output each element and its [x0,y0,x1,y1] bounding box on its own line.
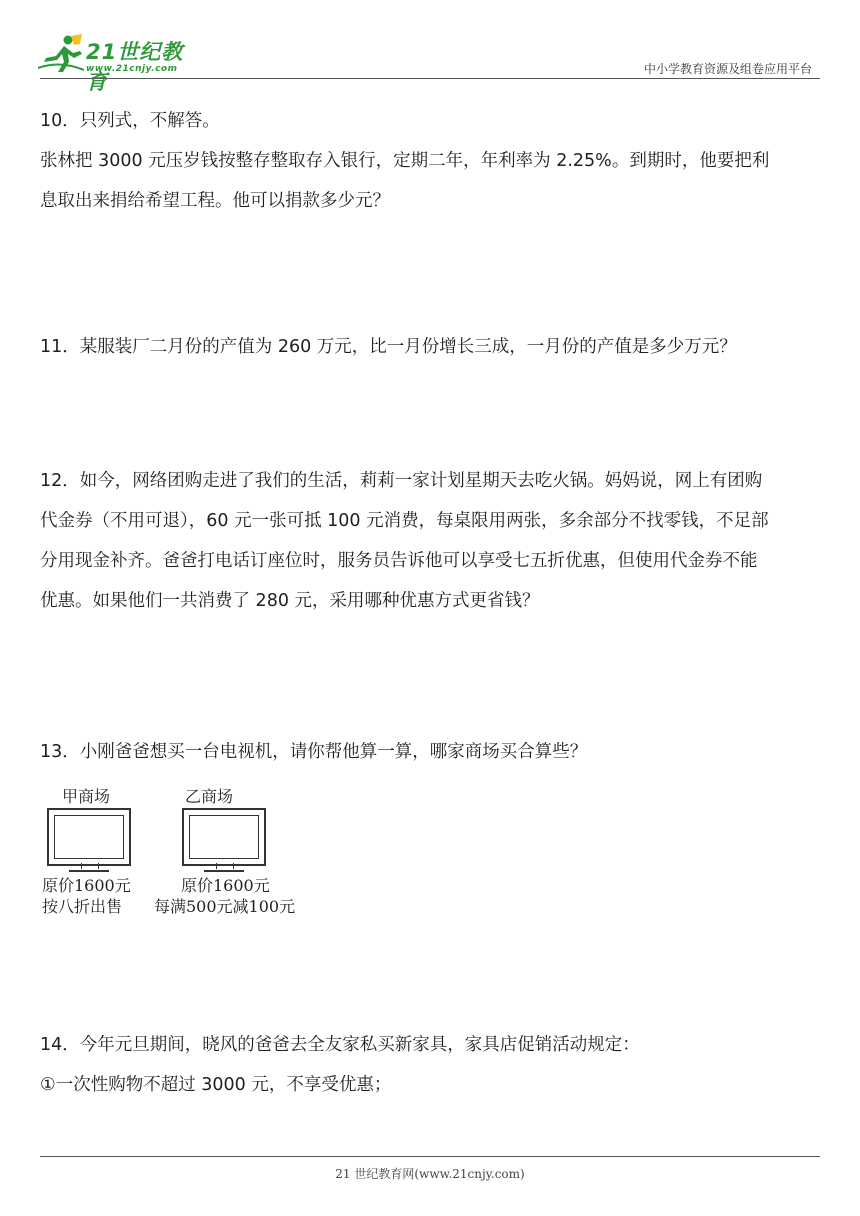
question-line: 12．如今，网络团购走进了我们的生活，莉莉一家计划星期天去吃火锅。妈妈说，网上有团购 [40,471,763,491]
runner-logo-icon [38,34,84,74]
question-13 [40,732,825,772]
question-line: 11．某服装厂二月份的产值为 260 万元，比一月份增长三成，一月份的产值是多少万元？ [40,337,737,357]
question-line: 分用现金补齐。爸爸打电话订座位时，服务员告诉他可以享受七五折优惠，但使用代金券不能 [40,551,758,571]
logo-text: 21世纪教育 [86,40,184,94]
tv-stand-icon [69,865,109,872]
store-a-price: 原价1600元 [42,876,131,895]
site-logo[interactable] [38,34,198,94]
tv-icon [47,808,131,866]
logo-url: www.21cnjy.com [86,64,178,74]
question-10 [40,101,825,221]
question-line: 13．小刚爸爸想买一台电视机，请你帮他算一算，哪家商场买合算些？ [40,742,588,762]
store-a-offer: 按八折出售 [42,897,123,916]
page-header [0,0,860,94]
store-comparison-figure [40,780,340,930]
store-b [152,780,342,930]
footer-divider [40,1156,820,1157]
question-line: 10．只列式，不解答。 [40,111,220,131]
tv-icon [182,808,266,866]
question-line: 14．今年元旦期间，晓风的爸爸去全友家私买新家具，家具店促销活动规定： [40,1035,640,1055]
store-a-name: 甲商场 [62,787,111,806]
question-line: 张林把 3000 元压岁钱按整存整取存入银行，定期二年，年利率为 2.25%。到期时，他要把利 [40,151,770,171]
header-divider [40,78,820,79]
store-b-name: 乙商场 [185,787,234,806]
store-b-price: 原价1600元 [181,876,270,895]
tv-stand-icon [204,865,244,872]
question-12 [40,461,825,621]
question-line: 息取出来捐给希望工程。他可以捐款多少元？ [40,191,390,211]
question-11 [40,327,825,367]
platform-name: 中小学教育资源及组卷应用平台 [643,62,812,76]
page-footer: 21 世纪教育网(www.21cnjy.com) [335,1167,525,1181]
question-line: ①一次性购物不超过 3000 元，不享受优惠； [40,1075,392,1095]
question-14 [40,1025,825,1105]
question-line: 代金券（不用可退），60 元一张可抵 100 元消费，每桌限用两张，多余部分不找零钱，不足部 [40,511,769,531]
store-b-offer: 每满500元减100元 [154,897,296,916]
question-line: 优惠。如果他们一共消费了 280 元，采用哪种优惠方式更省钱？ [40,591,540,611]
